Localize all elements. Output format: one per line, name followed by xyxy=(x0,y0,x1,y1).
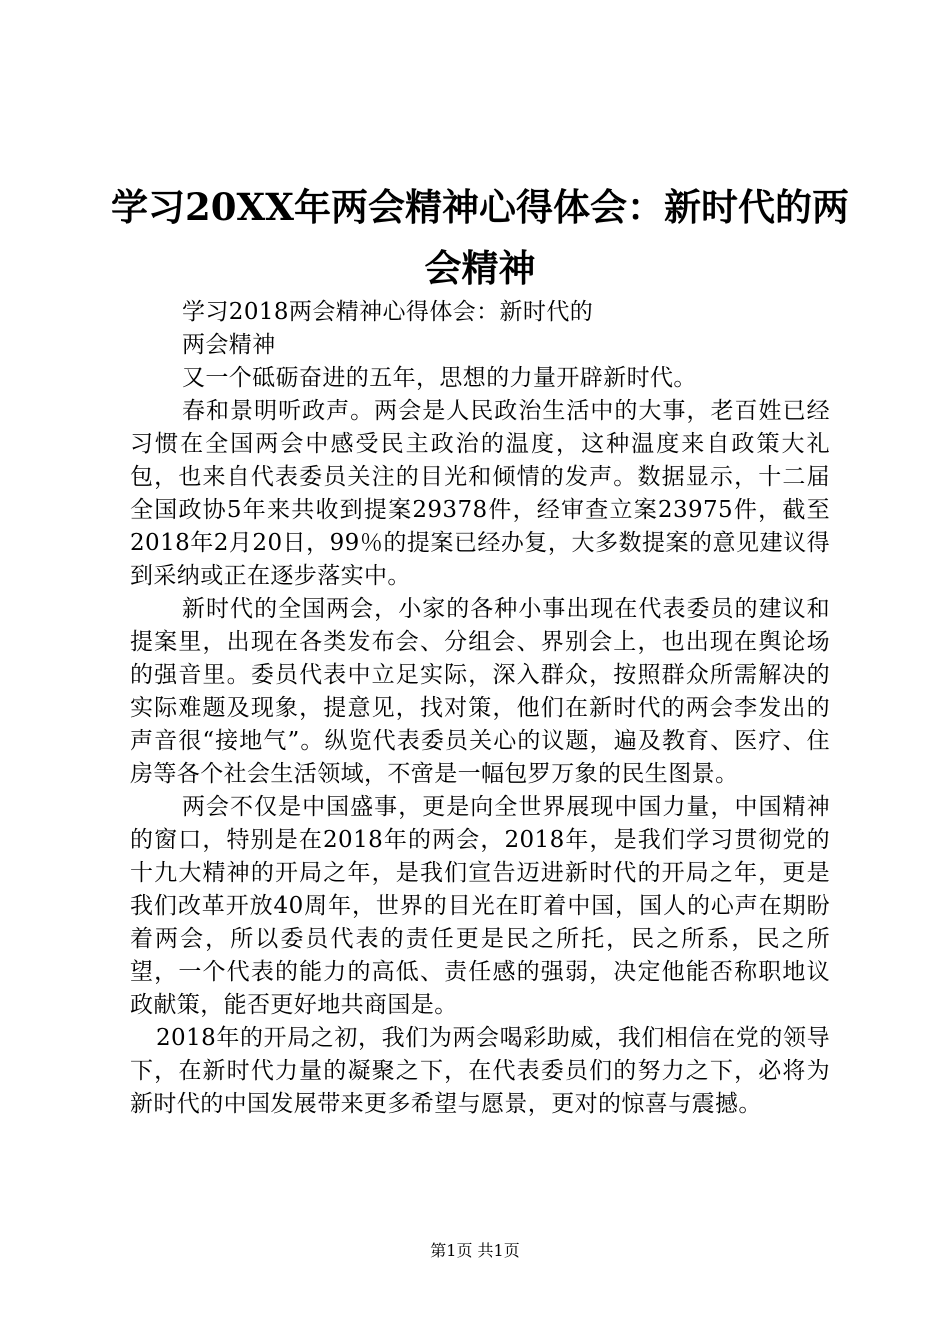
document-title-line-2: 会精神 xyxy=(424,246,536,290)
paragraph-body-3: 两会不仅是中国盛事，更是向全世界展现中国力量，中国精神的窗口，特别是在2018年的两会，2018年，是我们学习贯彻党的十九大精神的开局之年，是我们宣告迈进新时代的开局之年，更是我们改革开放40周年，世界的目光在盯着中国，国人的心声在期盼着两会，所以委员代表的责任更是民之所托，民之所系，民之所望，一个代表的能力的高低、责任感的强弱，决定他能否称职地议政献策，能否更好地共商国是。 xyxy=(130,794,830,1018)
document-body xyxy=(130,296,830,1121)
paragraph-subtitle-line-2: 两会精神 xyxy=(182,332,276,358)
paragraph-body-4: 2018年的开局之初，我们为两会喝彩助威，我们相信在党的领导下，在新时代力量的凝聚之下，在代表委员们的努力之下，必将为新时代的中国发展带来更多希望与愿景，更对的惊喜与震撼。 xyxy=(130,1025,830,1117)
paragraph-body-1: 春和景明听政声。两会是人民政治生活中的大事，老百姓已经习惯在全国两会中感受民主政治的温度，这种温度来自政策大礼包，也来自代表委员关注的目光和倾情的发声。数据显示，十二届全国政协5年来共收到提案29378件，经审查立案23975件，截至2018年2月20日，99％的提案已经办复，大多数提案的意见建议得到采纳或正在逐步落实中。 xyxy=(130,398,830,589)
document-title-line-1: 学习20XX年两会精神心得体会：新时代的两 xyxy=(111,185,849,229)
page-footer: 第1页 共1页 xyxy=(430,1241,520,1260)
paragraph-intro: 又一个砥砺奋进的五年，思想的力量开辟新时代。 xyxy=(182,365,697,391)
paragraph-body-2: 新时代的全国两会，小家的各种小事出现在代表委员的建议和提案里，出现在各类发布会、分组会、界别会上，也出现在舆论场的强音里。委员代表中立足实际，深入群众，按照群众所需解决的实际难题及现象，提意见，找对策，他们在新时代的两会李发出的声音很“接地气”。纵览代表委员关心的议题，遍及教育、医疗、住房等各个社会生活领域，不啻是一幅包罗万象的民生图景。 xyxy=(130,596,830,787)
paragraph-subtitle-line-1: 学习2018两会精神心得体会：新时代的 xyxy=(182,299,594,325)
